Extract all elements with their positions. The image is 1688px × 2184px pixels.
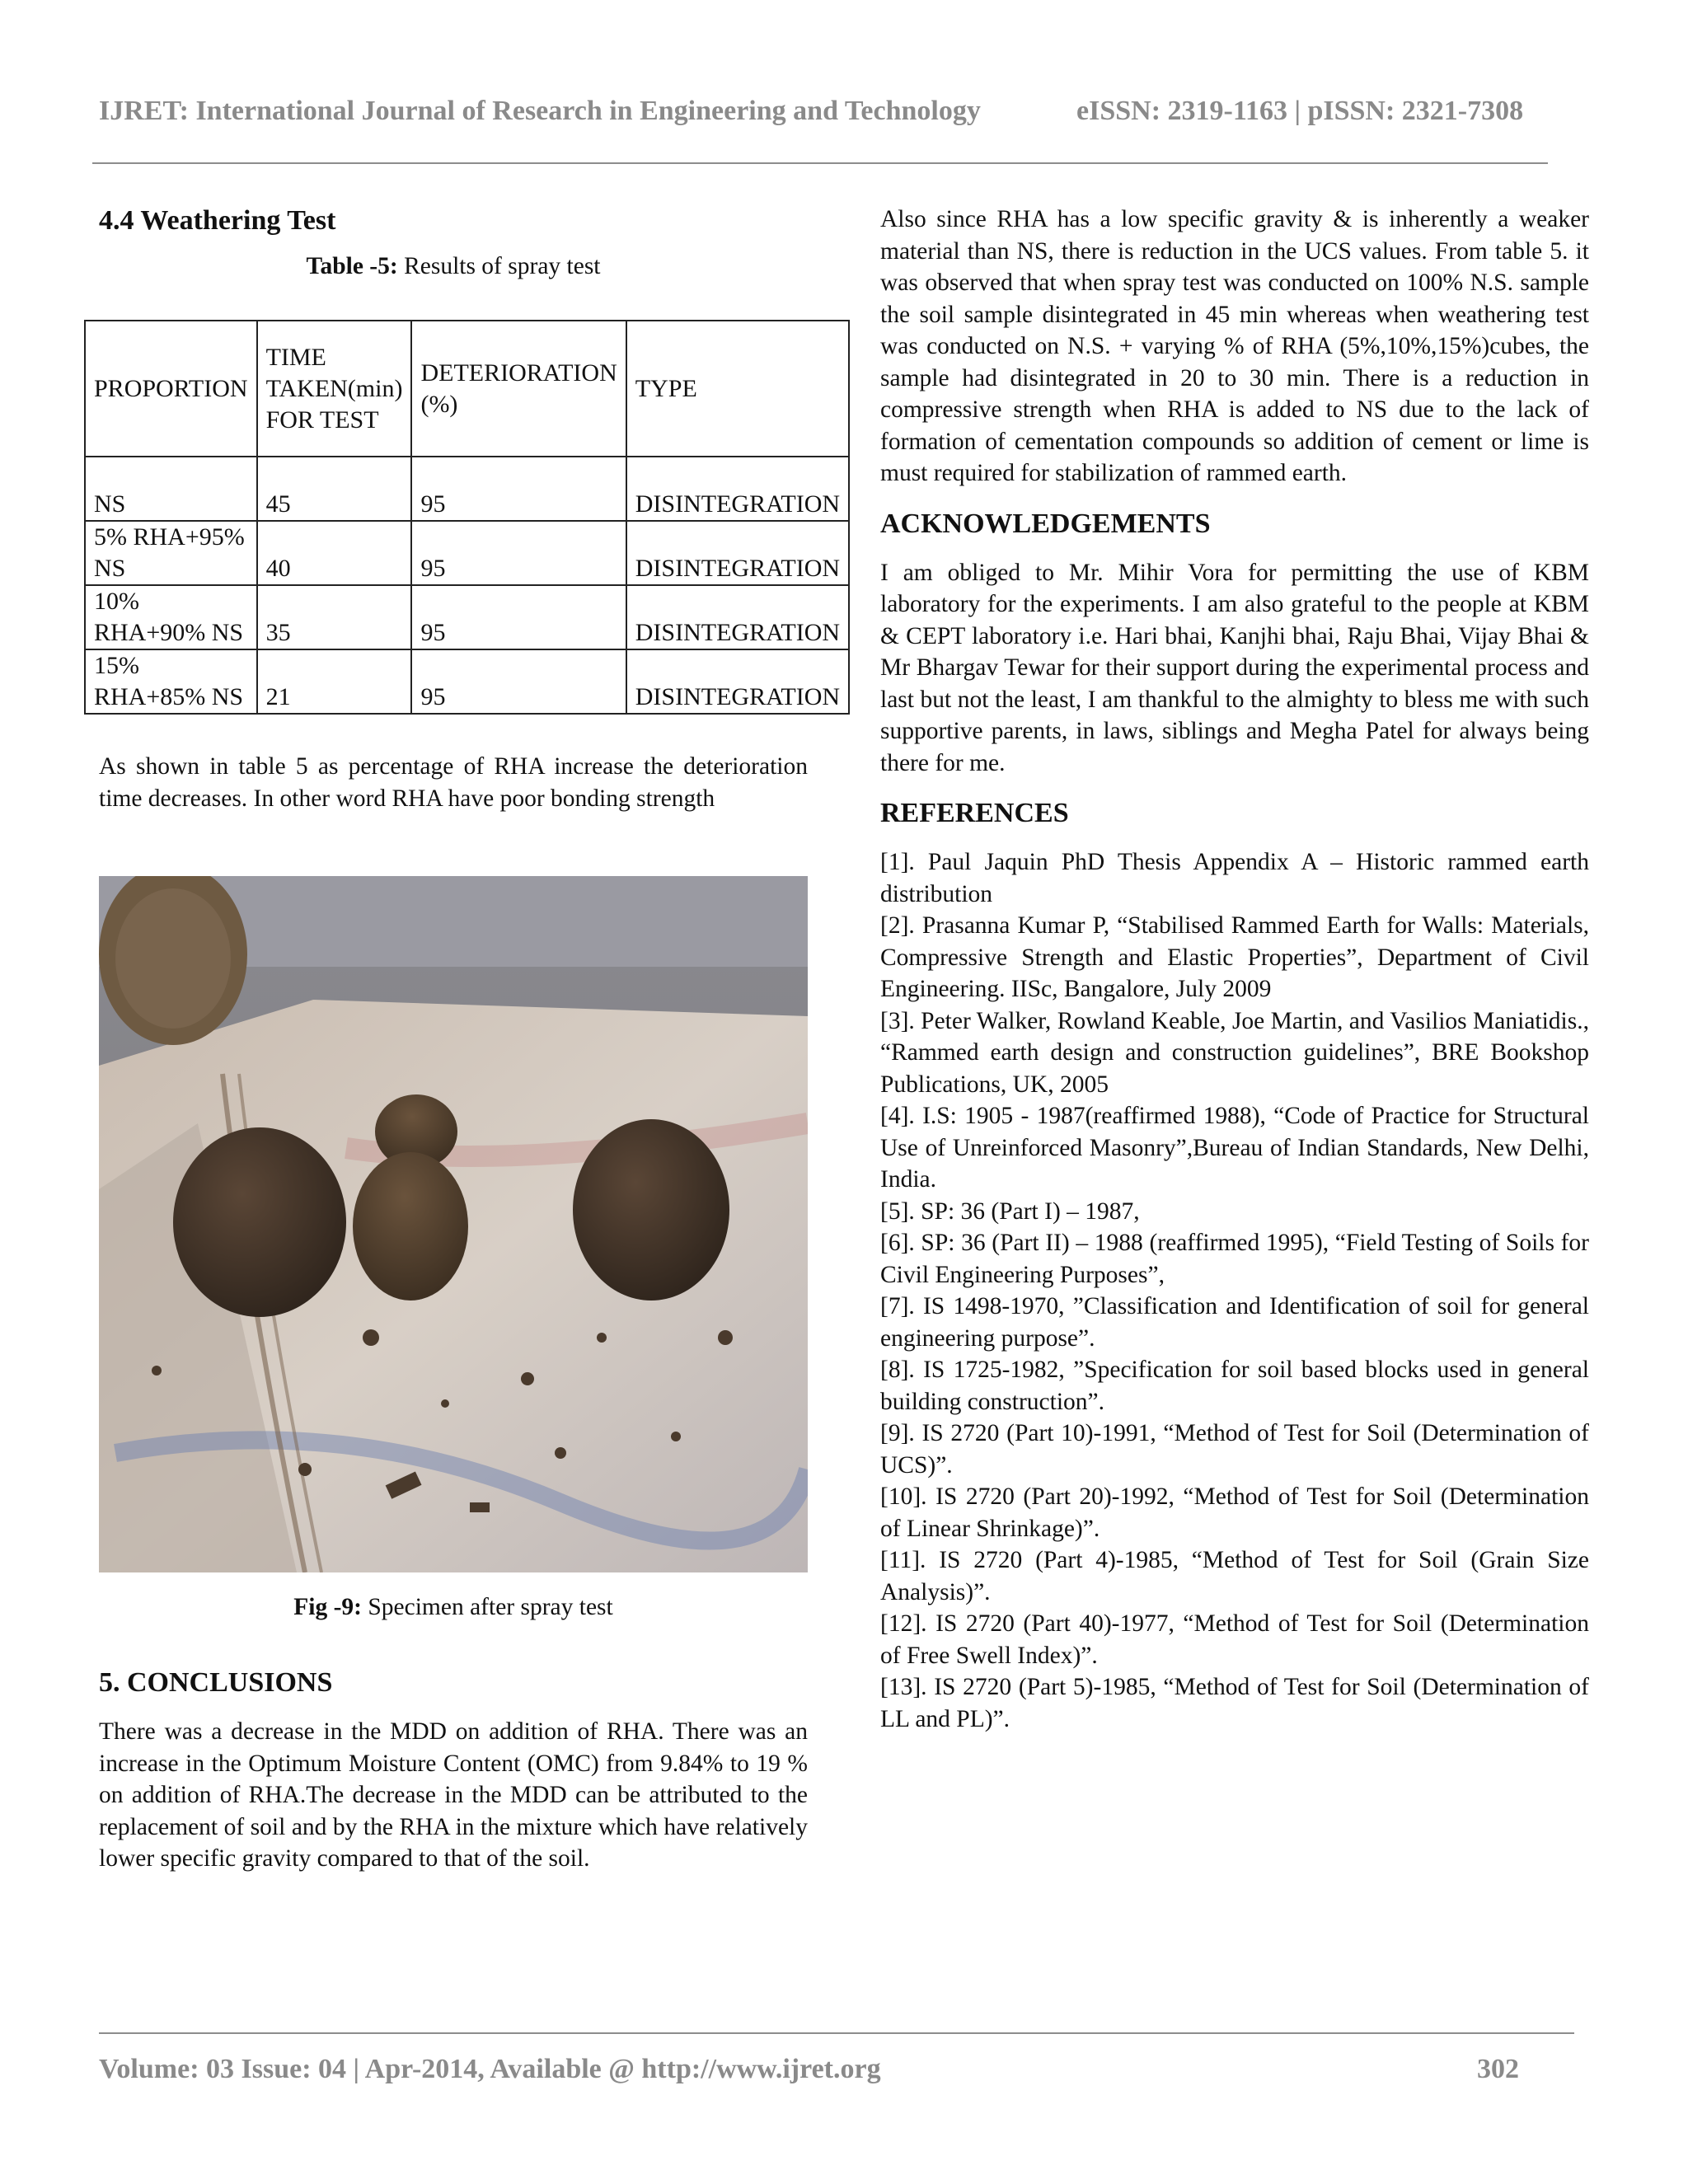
figure-caption-label: Fig -9: <box>293 1594 362 1620</box>
table-cell: 10% RHA+90% NS <box>85 585 257 649</box>
table-header-cell: DETERIORATION (%) <box>411 321 626 457</box>
section-title-references: REFERENCES <box>880 798 1069 828</box>
table-header-cell: TYPE <box>626 321 849 457</box>
table-discussion <box>99 751 808 814</box>
section-title-acknowledgements: ACKNOWLEDGEMENTS <box>880 508 1211 539</box>
weathering-section <box>99 204 808 283</box>
table-caption-text: Results of spray test <box>397 253 601 279</box>
table-cell: 21 <box>257 649 412 714</box>
table-row <box>85 457 849 521</box>
table-cell: 95 <box>411 457 626 521</box>
header-rule <box>92 162 1548 164</box>
specimen-photo <box>99 876 808 1572</box>
table-cell: DISINTEGRATION <box>626 585 849 649</box>
reference-list <box>880 846 1589 1735</box>
figure-caption-block <box>99 1591 808 1624</box>
table-cell: DISINTEGRATION <box>626 457 849 521</box>
table-discussion-text: As shown in table 5 as percentage of RHA increase the deterioration time decreases. In other word RHA have poor bonding strength <box>99 753 808 812</box>
spray-test-table <box>84 320 850 715</box>
table-cell: 40 <box>257 521 412 585</box>
reference-item: [8]. IS 1725-1982, ”Specification for soil based blocks used in general building construction”. <box>880 1357 1589 1415</box>
table-header-cell: TIME TAKEN(min) FOR TEST <box>257 321 412 457</box>
right-column <box>880 204 1589 1735</box>
journal-name: IJRET: International Journal of Research in Engineering and Technology <box>99 96 981 126</box>
table-cell: 95 <box>411 521 626 585</box>
reference-item: [9]. IS 2720 (Part 10)-1991, “Method of Test for Soil (Determination of UCS)”. <box>880 1420 1589 1479</box>
reference-item: [3]. Peter Walker, Rowland Keable, Joe Martin, and Vasilios Maniatidis., “Rammed earth design and construction guidelines”, BRE Bookshop Publications, UK, 2005 <box>880 1007 1589 1098</box>
reference-item: [6]. SP: 36 (Part II) – 1988 (reaffirmed 1995), “Field Testing of Soils for Civil Engineering Purposes”, <box>880 1230 1589 1288</box>
section-title-weathering: 4.4 Weathering Test <box>99 205 336 236</box>
table-caption <box>99 251 808 283</box>
table-cell: 45 <box>257 457 412 521</box>
figure-caption <box>99 1591 808 1624</box>
reference-item: [5]. SP: 36 (Part I) – 1987, <box>880 1197 1140 1225</box>
reference-item: [7]. IS 1498-1970, ”Classification and Identification of soil for general engineering purpose”. <box>880 1293 1589 1352</box>
table-cell: NS <box>85 457 257 521</box>
reference-item: [13]. IS 2720 (Part 5)-1985, “Method of Test for Soil (Determination of LL and PL)”. <box>880 1674 1589 1732</box>
conclusions-text: There was a decrease in the MDD on addition of RHA. There was an increase in the Optimum Moisture Content (OMC) from 9.84% to 19 % on addition of RHA.The decrease in the MDD can be attributed to the replacement of soil and by the RHA in the mixture which have relatively lower specific gravity compared to that of the soil. <box>99 1718 808 1872</box>
footer-rule <box>99 2032 1574 2034</box>
reference-item: [10]. IS 2720 (Part 20)-1992, “Method of Test for Soil (Determination of Linear Shrinkage)”. <box>880 1483 1589 1542</box>
rha-discussion-text: Also since RHA has a low specific gravity & is inherently a weaker material than NS, there is reduction in the UCS values. From table 5. it was observed that when spray test was conducted on 100% N.S. sample the soil sample disintegrated in 45 min whereas when weathering test was conducted on N.S. + varying % of RHA (5%,10%,15%)cubes, the sample had disintegrated in 20 to 30 min. There is a reduction in compressive strength when RHA is added to NS due to the lack of formation of cementation compounds so addition of cement or lime is must required for stabilization of rammed earth. <box>880 206 1589 486</box>
table-cell: 15% RHA+85% NS <box>85 649 257 714</box>
page-number: 302 <box>1477 2054 1519 2084</box>
table-caption-label: Table -5: <box>306 253 398 279</box>
table-header-cell: PROPORTION <box>85 321 257 457</box>
table-row <box>85 521 849 585</box>
section-title-conclusions: 5. CONCLUSIONS <box>99 1667 333 1698</box>
reference-item: [2]. Prasanna Kumar P, “Stabilised Rammed Earth for Walls: Materials, Compressive Strength and Elastic Properties”, Department of Civil Engineering. IISc, Bangalore, July 2009 <box>880 912 1589 1002</box>
issn-info: eISSN: 2319-1163 | pISSN: 2321-7308 <box>1076 96 1524 126</box>
table-cell: 95 <box>411 585 626 649</box>
table-header-row <box>85 321 849 457</box>
table-cell: 95 <box>411 649 626 714</box>
conclusions-section <box>99 1666 808 1875</box>
reference-item: [11]. IS 2720 (Part 4)-1985, “Method of Test for Soil (Grain Size Analysis)”. <box>880 1547 1589 1605</box>
table-cell: DISINTEGRATION <box>626 521 849 585</box>
table-cell: 35 <box>257 585 412 649</box>
reference-item: [12]. IS 2720 (Part 40)-1977, “Method of Test for Soil (Determination of Free Swell Index)”. <box>880 1610 1589 1669</box>
acknowledgements-text: I am obliged to Mr. Mihir Vora for permitting the use of KBM laboratory for the experiments. I am also grateful to the people at KBM & CEPT laboratory i.e. Hari bhai, Kanjhi bhai, Raju Bhai, Vijay Bhai & Mr Bhargav Tewar for their support during the experimental process and last but not the least, I am thankful to the almighty to bless me with such supportive parents, in laws, siblings and Megha Patel for always being there for me. <box>880 559 1589 776</box>
figure-caption-text: Specimen after spray test <box>362 1594 613 1620</box>
table-row <box>85 585 849 649</box>
table-row <box>85 649 849 714</box>
reference-item: [4]. I.S: 1905 - 1987(reaffirmed 1988), “Code of Practice for Structural Use of Unreinforced Masonry”,Bureau of Indian Standards, New Delhi, India. <box>880 1103 1589 1193</box>
table-cell: 5% RHA+95% NS <box>85 521 257 585</box>
volume-info: Volume: 03 Issue: 04 | Apr-2014, Available @ http://www.ijret.org <box>99 2054 881 2084</box>
reference-item: [1]. Paul Jaquin PhD Thesis Appendix A – Historic rammed earth distribution <box>880 849 1589 907</box>
table-cell: DISINTEGRATION <box>626 649 849 714</box>
